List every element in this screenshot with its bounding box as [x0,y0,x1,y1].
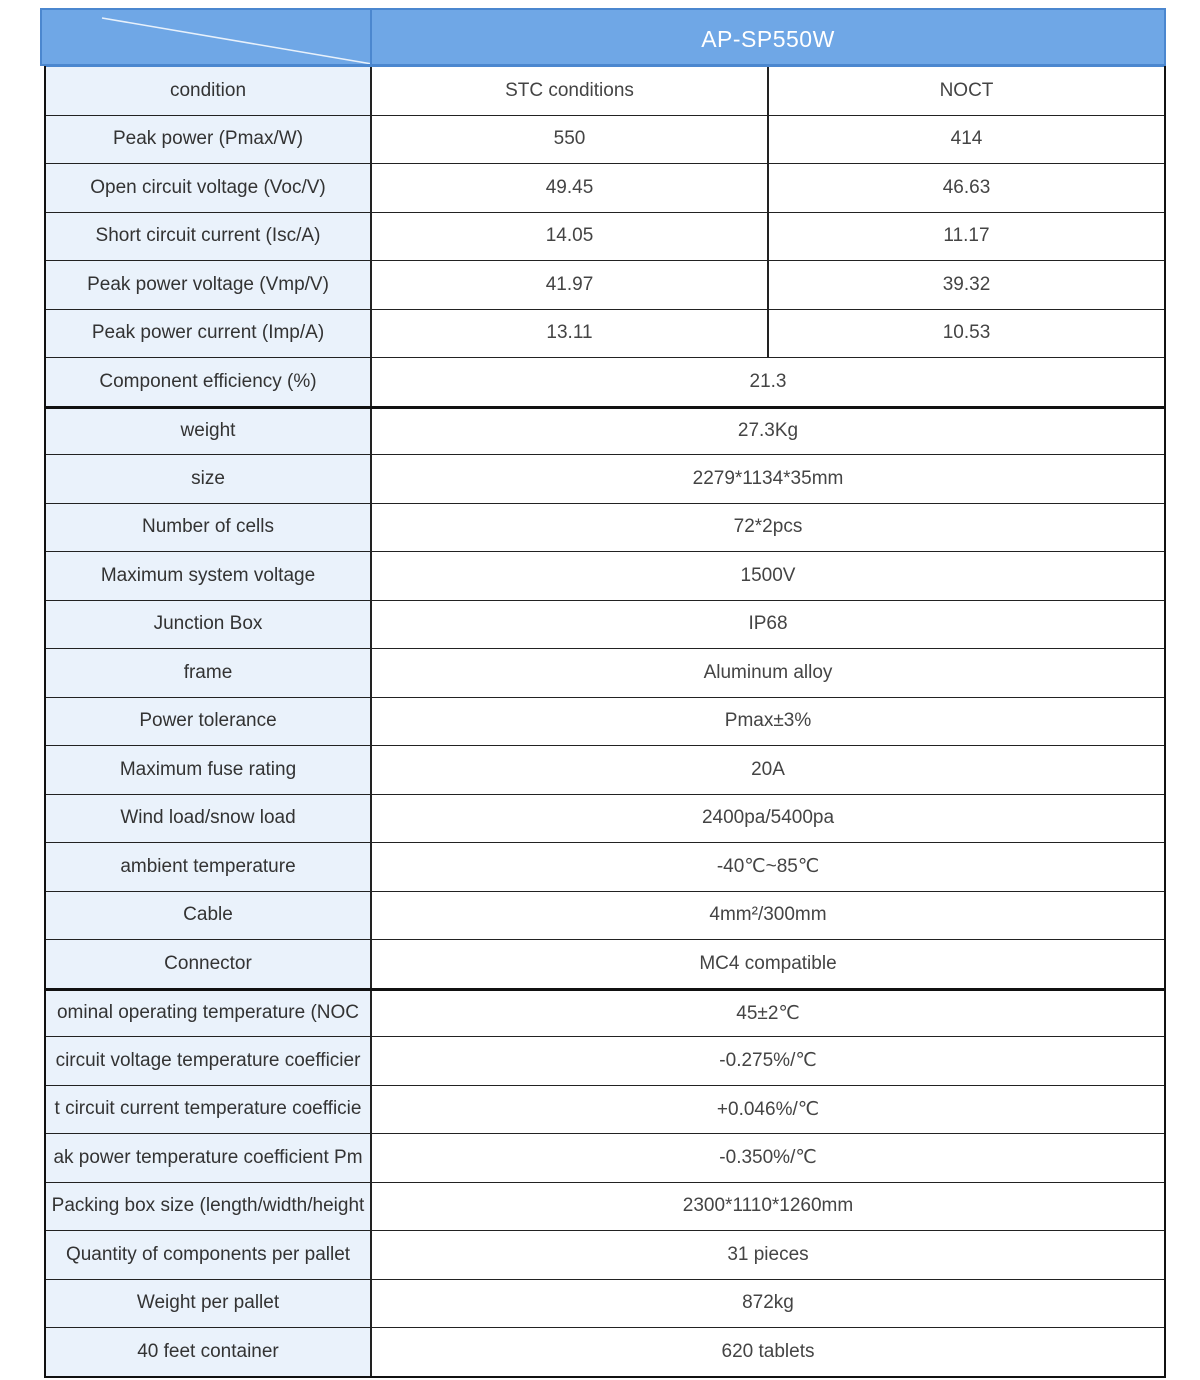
row-label: Component efficiency (%) [46,358,372,406]
table-row [46,648,1164,697]
spec-value: 21.3 [749,370,787,392]
stc-value: 550 [372,116,769,164]
table-row [46,891,1164,940]
spec-value: 1500V [740,564,796,586]
table-row [46,115,1164,164]
table-row [46,66,1164,115]
row-label: Wind load/snow load [46,795,372,843]
table-row [46,600,1164,649]
table-row [46,454,1164,503]
spec-value: MC4 compatible [699,952,837,974]
table-row [46,309,1164,358]
row-label: Power tolerance [46,698,372,746]
table-row [46,212,1164,261]
table-row [46,1133,1164,1182]
row-label: weight [46,409,372,455]
stc-value: 13.11 [372,310,769,358]
spec-value: 2279*1134*35mm [692,467,844,489]
spec-value: Aluminum alloy [703,661,833,683]
table-row [46,163,1164,212]
table-row [46,1230,1164,1279]
row-label: circuit voltage temperature coefficier [46,1037,372,1085]
stc-value: STC conditions [372,67,769,115]
noct-value: 46.63 [942,176,991,198]
table-row [46,794,1164,843]
table-row [46,939,1164,988]
spec-value: 20A [751,758,785,780]
spec-value: 2300*1110*1260mm [682,1195,854,1217]
row-label: Quantity of components per pallet [46,1231,372,1279]
spec-value: 45±2℃ [736,1002,800,1024]
table-row [46,1279,1164,1328]
row-label: Open circuit voltage (Voc/V) [46,164,372,212]
table-row [46,697,1164,746]
row-label: Connector [46,940,372,988]
spec-value: 72*2pcs [733,516,803,538]
spec-value: 2400pa/5400pa [701,807,835,829]
table-row [46,503,1164,552]
table-row [46,1327,1164,1376]
spec-value: 27.3Kg [737,420,799,442]
stc-value: 14.05 [372,213,769,261]
spec-value: -40℃~85℃ [716,856,820,878]
row-label: ambient temperature [46,843,372,891]
spec-value: -0.350%/℃ [719,1147,817,1169]
row-label: Packing box size (length/width/height [46,1183,372,1231]
row-label: Peak power (Pmax/W) [46,116,372,164]
spec-value: -0.275%/℃ [719,1050,817,1072]
header-diagonal-cell [42,10,372,64]
row-label: frame [46,649,372,697]
row-label: Number of cells [46,504,372,552]
row-label: Cable [46,892,372,940]
table-body [44,66,1166,1378]
table-row [46,1182,1164,1231]
row-label: Peak power voltage (Vmp/V) [46,261,372,309]
spec-value: 31 pieces [727,1243,809,1265]
noct-value: 414 [950,128,983,150]
table-header [40,8,1166,66]
row-label: condition [46,67,372,115]
table-row [46,988,1164,1037]
noct-value: NOCT [939,79,994,101]
spec-value: +0.046%/℃ [716,1098,820,1120]
spec-value: 872kg [742,1292,794,1314]
spec-value: IP68 [748,613,788,635]
row-label: Peak power current (Imp/A) [46,310,372,358]
spec-value: 620 tablets [721,1340,815,1362]
table-row [46,357,1164,406]
model-title: AP-SP550W [701,26,835,52]
spec-table [44,8,1166,1372]
noct-value: 39.32 [942,273,991,295]
row-label: ominal operating temperature (NOC [46,991,372,1037]
row-label: Maximum fuse rating [46,746,372,794]
stc-value: 41.97 [372,261,769,309]
row-label: Maximum system voltage [46,552,372,600]
spec-value: Pmax±3% [724,710,812,732]
row-label: size [46,455,372,503]
stc-value: 49.45 [372,164,769,212]
row-label: Short circuit current (Isc/A) [46,213,372,261]
table-row [46,551,1164,600]
noct-value: 11.17 [943,225,990,247]
diagonal-line-icon [42,10,372,64]
row-label: Junction Box [46,601,372,649]
table-row [46,260,1164,309]
noct-value: 10.53 [942,322,991,344]
row-label: ak power temperature coefficient Pm [46,1134,372,1182]
row-label: Weight per pallet [46,1280,372,1328]
row-label: 40 feet container [46,1328,372,1376]
table-row [46,406,1164,455]
table-row [46,1036,1164,1085]
row-label: t circuit current temperature coefficie [46,1086,372,1134]
table-row [46,842,1164,891]
table-row [46,1085,1164,1134]
table-row [46,745,1164,794]
spec-value: 4mm²/300mm [709,904,827,926]
